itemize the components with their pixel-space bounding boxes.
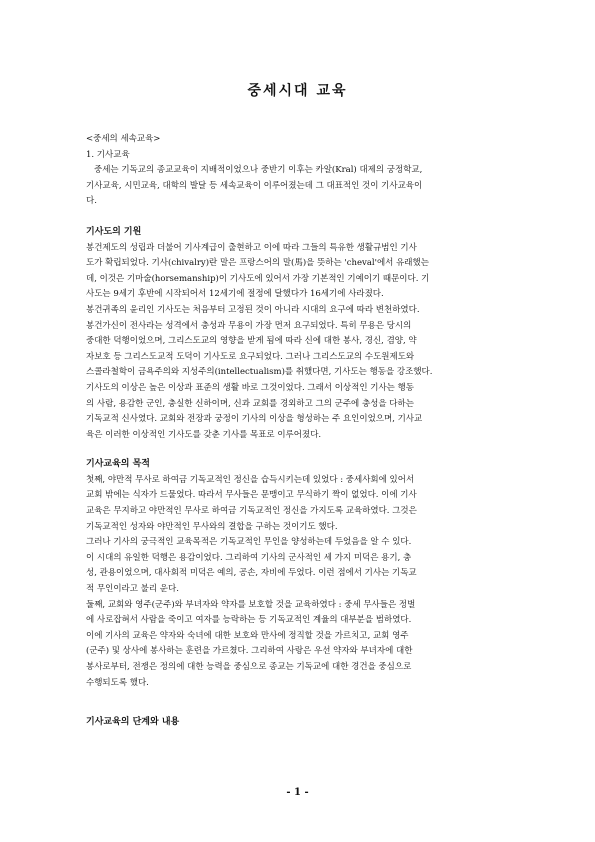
purpose-line: 교회 밖에는 식자가 드물었다. 따라서 무사들은 문맹이고 무식하기 짝이 없었다. 이에 기사 — [86, 490, 417, 501]
origin-line: 봉건제도의 성립과 더불어 기사계급이 출현하고 이에 따라 그들의 특유한 생활규범인 기사 — [86, 242, 417, 253]
origin-line: 육은 이러한 이상적인 기사도를 갖춘 기사를 목표로 이루어졌다. — [86, 429, 322, 440]
intro-line: 다. — [86, 196, 97, 207]
document-body — [86, 132, 510, 731]
origin-line: 봉건가신이 전사라는 성격에서 충성과 무용이 가장 먼저 요구되었다. 특히 무용은 당시의 — [86, 320, 412, 331]
purpose-line: 이에 기사의 교육은 약자와 숙녀에 대한 보호와 만사에 정직할 것을 가르치고, 교회 영주 — [86, 630, 409, 641]
purpose-line: 그러나 기사의 궁극적인 교육목적은 기독교적인 무인을 양성하는데 두었음을 알 수 있다. — [86, 537, 412, 548]
origin-line: 자보호 등 그리스도교적 도덕이 기사도로 요구되었다. 그러나 그리스도교의 수도원제도와 — [86, 351, 415, 362]
origin-line: 의 사람, 용감한 군인, 충실한 신하이며, 신과 교회를 경외하고 그의 군주에 충성을 다하는 — [86, 398, 414, 409]
purpose-line: 기독교적인 성자와 야만적인 무사와의 결합을 구하는 것이기도 했다. — [86, 521, 338, 532]
purpose-line: 에 사로잡혀서 사람을 죽이고 여자를 능락하는 등 기독교적인 계율의 대부분을 범하였다. — [86, 615, 412, 626]
purpose-line: 봉사로부터, 전쟁은 정의에 대한 능력을 중심으로 종교는 기독교에 대한 경건을 중심으로 — [86, 662, 412, 672]
purpose-line: 둘째, 교회와 영주(군주)와 부녀자와 약자를 보호할 것을 교육하였다 : 중세 무사들은 정벌 — [86, 599, 416, 610]
purpose-line: 이 시대의 유일한 덕행은 용감이었다. 그리하여 기사의 군사적인 세 가지 미덕은 용기, 충 — [86, 552, 412, 563]
purpose-line: 적 무인이라고 불리 운다. — [86, 584, 179, 595]
origin-line: 기사도의 이상은 높은 이상과 표준의 생활 바로 그것이었다. 그래서 이상적인 기사는 행동 — [86, 382, 415, 393]
page-number: - 1 - — [286, 787, 309, 798]
origin-line: 사도는 9세기 후반에 시작되어서 12세기에 절정에 달했다가 16세기에 사라졌다. — [86, 289, 384, 300]
intro-line: 기사교육, 시민교육, 대학의 발달 등 세속교육이 이루어졌는데 그 대표적인 것이 기사교육이 — [86, 180, 423, 191]
heading-stages: 기사교육의 단계와 내용 — [86, 717, 180, 728]
page-title: 중세시대 교육 — [247, 83, 348, 99]
section-label: <중세의 세속교육> — [86, 134, 161, 144]
purpose-line: 성, 관용이었으며, 대사회적 미덕은 예의, 공손, 자비에 두었다. 이런 점에서 기사는 기독교 — [86, 568, 417, 579]
purpose-line: (군주) 및 상사에 봉사하는 훈련을 가르쳤다. 그리하여 사랑은 우선 약자와 부녀자에 대한 — [86, 646, 413, 657]
purpose-line: 첫째, 야만적 무사로 하여금 기독교적인 정신을 습득시키는데 있었다 : 중세사회에 있어서 — [86, 474, 415, 485]
origin-line: 도가 확립되었다. 기사(chivalry)란 말은 프랑스어의 말(馬)을 뜻하는 'cheval'에서 유래했는 — [86, 258, 429, 269]
subsection-heading: 1. 기사교육 — [86, 149, 130, 160]
heading-purpose: 기사교육의 목적 — [86, 459, 150, 470]
origin-line: 스콜라철학이 금욕주의와 지성주의(intellectualism)를 취했다면, 기사도는 행동을 강조했다. — [86, 367, 433, 378]
origin-line: 봉건귀족의 윤리인 기사도는 처음부터 고정된 것이 아니라 시대의 요구에 따라 변천하였다. — [86, 304, 420, 315]
origin-line: 기독교적 신사였다. 교회와 전장과 궁정이 기사의 이상을 형성하는 주 요인이었으며, 기사교 — [86, 414, 423, 425]
purpose-line: 수행되도록 했다. — [86, 677, 149, 688]
origin-line: 데, 이것은 기마술(horsemanship)이 기사도에 있어서 가장 기본적인 기예이기 때문이다. 기 — [86, 273, 430, 284]
purpose-line: 교육은 무지하고 야만적인 무사로 하여금 기독교적인 정신을 가지도록 교육하였다. 그것은 — [86, 506, 417, 517]
origin-line: 중대한 덕행이었으며, 그리스도교의 영향을 받게 됨에 따라 신에 대한 봉사, 경신, 겸양, 약 — [86, 336, 417, 347]
heading-origin: 기사도의 기원 — [86, 226, 142, 237]
intro-line: 중세는 기독교의 종교교육이 지배적이었으나 중반기 이후는 카알(Kral) 대제의 궁정학교, — [94, 165, 423, 176]
